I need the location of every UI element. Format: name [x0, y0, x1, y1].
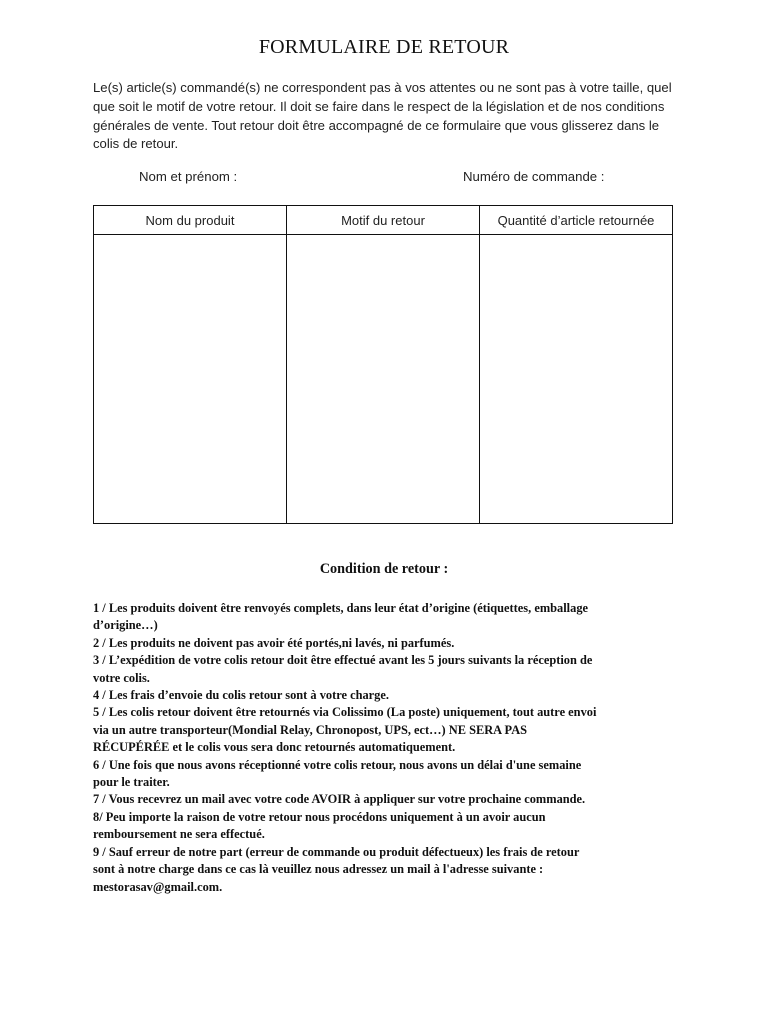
- column-header-returned-quantity: Quantité d’article retournée: [480, 206, 673, 235]
- condition-line: remboursement ne sera effectué.: [93, 827, 265, 842]
- condition-line: 8/ Peu importe la raison de votre retour nous procédons uniquement à un avoir aucun: [93, 809, 546, 824]
- name-field-label: Nom et prénom :: [139, 169, 238, 184]
- condition-line: RÉCUPÉRÉE et le colis vous sera donc retournés automatiquement.: [93, 740, 456, 755]
- condition-line: 7 / Vous recevrez un mail avec votre code AVOIR à appliquer sur votre prochaine commande.: [93, 792, 586, 807]
- returned-quantity-cell[interactable]: [480, 235, 673, 524]
- intro-paragraph: Le(s) article(s) commandé(s) ne correspondent pas à vos attentes ou ne sont pas à votre taille, quel que soit le motif de votre retour. Il doit se faire dans le respect de la législation et de nos conditions générales de vente. Tout retour doit être accompagné de ce formulaire que vous glisserez dans le colis de retour.: [93, 80, 672, 152]
- return-reason-cell[interactable]: [287, 235, 480, 524]
- condition-line: votre colis.: [93, 670, 150, 685]
- condition-line: 2 / Les produits ne doivent pas avoir été portés,ni lavés, ni parfumés.: [93, 635, 455, 650]
- condition-line: 9 / Sauf erreur de notre part (erreur de commande ou produit défectueux) les frais de retour: [93, 844, 580, 859]
- table-header-row: [94, 206, 673, 235]
- condition-line: 4 / Les frais d’envoie du colis retour sont à votre charge.: [93, 688, 389, 703]
- conditions-title: Condition de retour :: [319, 561, 449, 577]
- condition-line: via un autre transporteur(Mondial Relay, Chronopost, UPS, ect…) NE SERA PAS: [93, 722, 528, 737]
- condition-line: d’origine…): [93, 618, 158, 633]
- condition-line: sont à notre charge dans ce cas là veuillez nous adressez un mail à l'adresse suivante :: [93, 862, 544, 877]
- return-products-table: [93, 205, 673, 524]
- form-title: FORMULAIRE DE RETOUR: [258, 36, 510, 58]
- order-number-field-label: Numéro de commande :: [463, 169, 605, 184]
- condition-line: 6 / Une fois que nous avons réceptionné votre colis retour, nous avons un délai d'une semaine: [93, 757, 582, 772]
- condition-line: 1 / Les produits doivent être renvoyés complets, dans leur état d’origine (étiquettes, emballage: [93, 601, 589, 615]
- product-name-cell[interactable]: [94, 235, 287, 524]
- column-header-product-name: Nom du produit: [94, 206, 287, 235]
- condition-line: pour le traiter.: [93, 775, 170, 790]
- contact-email[interactable]: mestorasav@gmail.com.: [93, 879, 223, 894]
- condition-line: 5 / Les colis retour doivent être retournés via Colissimo (La poste) uniquement, tout autre envoi: [93, 705, 597, 720]
- conditions-list: [93, 600, 678, 896]
- table-row: [94, 235, 673, 524]
- column-header-return-reason: Motif du retour: [287, 206, 480, 235]
- condition-line: 3 / L’expédition de votre colis retour doit être effectué avant les 5 jours suivants la réception de: [93, 653, 593, 668]
